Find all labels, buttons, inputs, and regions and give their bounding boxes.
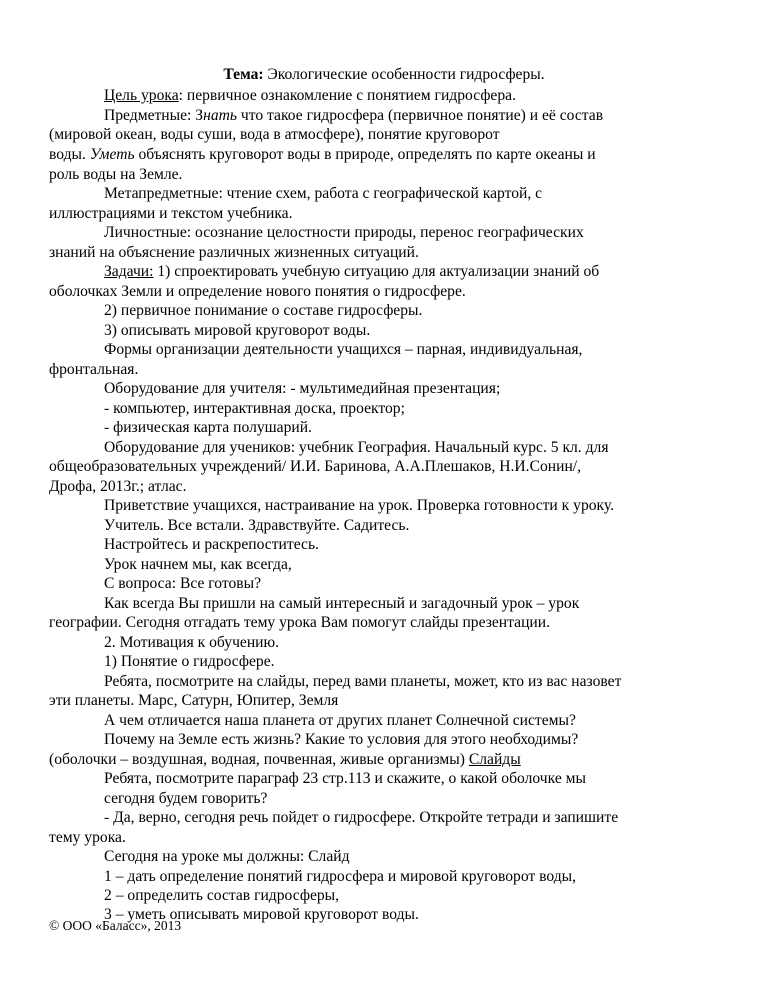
student-equipment-2: общеобразовательных учреждений/ И.И. Баринова, А.А.Плешаков, Н.И.Сонин/, <box>49 458 582 475</box>
subject-text-a: Предметные: З <box>104 107 204 124</box>
tasks-line-1 <box>104 263 599 281</box>
subject-line-1 <box>104 107 603 125</box>
student-equipment-1: Оборудование для учеников: учебник География. Начальный курс. 5 кл. для <box>104 439 609 456</box>
today-line: Сегодня на уроке мы должны: Слайд <box>104 848 350 865</box>
subject-know-italic: нать <box>203 107 237 124</box>
subject-can-italic: Уметь <box>89 146 135 163</box>
intro-line-1: Как всегда Вы пришли на самый интересный и загадочный урок – урок <box>104 595 580 612</box>
poem-line-1: Урок начнем мы, как всегда, <box>104 556 292 573</box>
subject-line-2: (мировой океан, воды суши, вода в атмосфере), понятие круговорот <box>49 126 500 143</box>
differ-line: А чем отличается наша планета от других планет Солнечной системы? <box>104 712 576 729</box>
goal-line <box>104 87 516 105</box>
tasks-label: Задачи: <box>104 263 154 280</box>
tasks-line-3: 2) первичное понимание о составе гидросферы. <box>104 302 423 319</box>
planets-line-2: эти планеты. Марс, Сатурн, Юпитер, Земля <box>49 692 339 709</box>
motivation-line: 2. Мотивация к обучению. <box>104 634 280 651</box>
tasks-line-4: 3) описывать мировой круговорот воды. <box>104 322 371 339</box>
para-line-2: сегодня будем говорить? <box>104 790 268 807</box>
planets-line-1: Ребята, посмотрите на слайды, перед вами планеты, может, кто из вас назовет <box>104 673 622 690</box>
lesson-title <box>0 66 768 84</box>
forms-line-1: Формы организации деятельности учащихся – парная, индивидуальная, <box>104 341 583 358</box>
goal-label: Цель урока <box>104 87 179 104</box>
yes-line-2: тему урока. <box>49 829 126 846</box>
goal-item-1: 1 – дать определение понятий гидросфера и мировой круговорот воды, <box>104 868 577 885</box>
subject-l3-c: объяснять круговорот воды в природе, определять по карте океаны и <box>134 146 596 163</box>
slides-link: Слайды <box>468 751 521 768</box>
meta-line-2: иллюстрациями и текстом учебника. <box>49 205 293 222</box>
concept-line: 1) Понятие о гидросфере. <box>104 653 275 670</box>
student-equipment-3: Дрофа, 2013г.; атлас. <box>49 478 187 495</box>
tasks-text-1: 1) спроектировать учебную ситуацию для актуализации знаний об <box>153 263 600 280</box>
life-text-2: (оболочки – воздушная, водная, почвенная, живые организмы) <box>49 751 469 768</box>
goal-item-3: 3 – уметь описывать мировой круговорот воды. <box>104 906 419 923</box>
title-label: Тема: <box>223 66 264 83</box>
personal-line-2: знаний на объяснение различных жизненных ситуаций. <box>49 244 419 261</box>
copyright-footer: © ООО «Баласс», 2013 <box>49 918 182 933</box>
subject-line-4: роль воды на Земле. <box>49 166 183 183</box>
intro-line-2: географии. Сегодня отгадать тему урока Вам помогут слайды презентации. <box>49 614 551 631</box>
para-line-1: Ребята, посмотрите параграф 23 стр.113 и скажите, о какой оболочке мы <box>104 770 586 787</box>
teacher-equipment-3: - физическая карта полушарий. <box>104 419 312 436</box>
life-line-1: Почему на Земле есть жизнь? Какие то условия для этого необходимы? <box>104 731 579 748</box>
subject-l3-a: воды. <box>49 146 90 163</box>
teacher-line: Учитель. Все встали. Здравствуйте. Садитесь. <box>104 517 410 534</box>
teacher-equipment-1: Оборудование для учителя: - мультимедийная презентация; <box>104 380 501 397</box>
tasks-line-2: оболочках Земли и определение нового понятия о гидросфере. <box>49 283 466 300</box>
life-line-2 <box>49 751 521 769</box>
meta-line-1: Метапредметные: чтение схем, работа с географической картой, с <box>104 185 543 202</box>
yes-line-1: - Да, верно, сегодня речь пойдет о гидросфере. Откройте тетради и запишите <box>104 809 619 826</box>
forms-line-2: фронтальная. <box>49 361 139 378</box>
subject-line-3 <box>49 146 596 164</box>
teacher-equipment-2: - компьютер, интерактивная доска, проектор; <box>104 400 405 417</box>
subject-text-c: что такое гидросфера (первичное понятие) и её состав <box>237 107 604 124</box>
title-text: Экологические особенности гидросферы. <box>263 66 545 83</box>
goal-item-2: 2 – определить состав гидросферы, <box>104 887 340 904</box>
poem-line-2: С вопроса: Все готовы? <box>104 575 262 592</box>
personal-line-1: Личностные: осознание целостности природы, перенос географических <box>104 224 584 241</box>
greeting-line: Приветствие учащихся, настраивание на урок. Проверка готовности к уроку. <box>104 497 615 514</box>
relax-line: Настройтесь и раскрепоститесь. <box>104 536 319 553</box>
goal-text: : первичное ознакомление с понятием гидросфера. <box>178 87 516 104</box>
